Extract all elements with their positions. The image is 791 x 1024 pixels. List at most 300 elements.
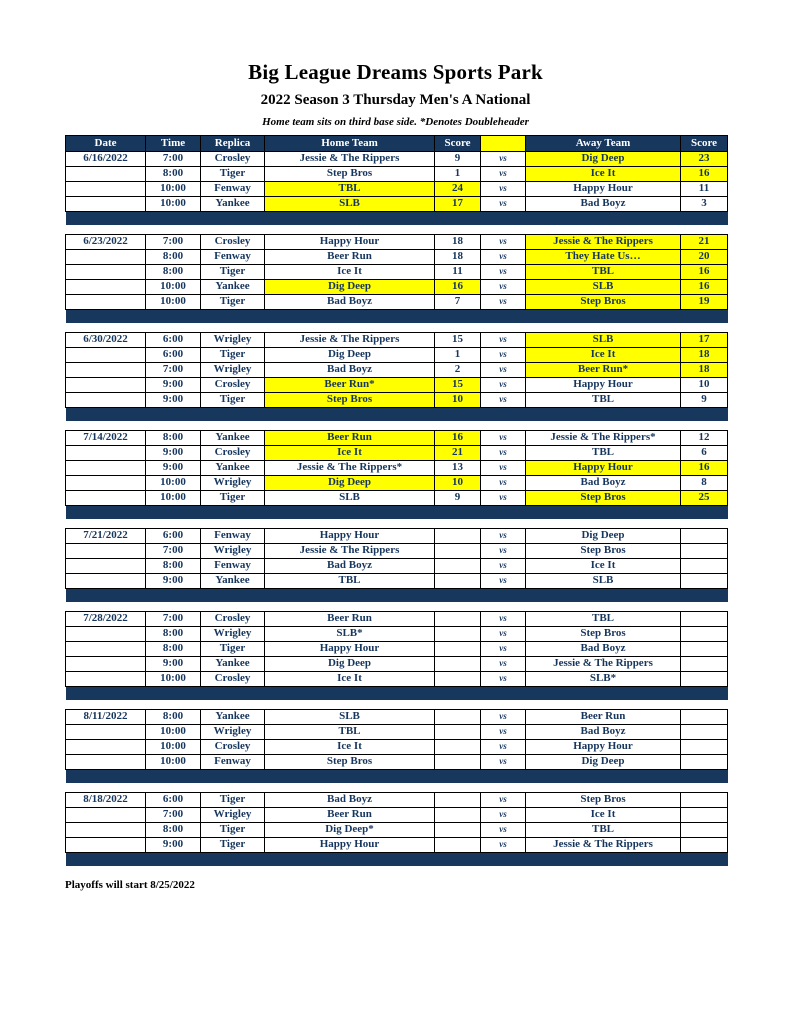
away-score-cell: 9 [681, 393, 728, 408]
game-time: 10:00 [146, 476, 201, 491]
home-team-cell: Happy Hour [265, 529, 435, 544]
away-score-cell: 20 [681, 250, 728, 265]
home-team-cell: SLB* [265, 627, 435, 642]
game-row [66, 793, 728, 808]
game-replica: Fenway [201, 529, 265, 544]
away-team-cell: Jessie & The Rippers [526, 657, 681, 672]
game-date [66, 265, 146, 280]
home-score-cell [435, 627, 481, 642]
vs-label: vs [481, 612, 526, 627]
away-score-cell: 16 [681, 280, 728, 295]
home-score-cell: 15 [435, 378, 481, 393]
home-team-cell: Happy Hour [265, 235, 435, 250]
game-row [66, 823, 728, 838]
table-header-row [66, 136, 728, 152]
away-team-cell: Step Bros [526, 627, 681, 642]
away-score-cell: 18 [681, 363, 728, 378]
game-row [66, 627, 728, 642]
home-team-cell: Bad Boyz [265, 559, 435, 574]
away-team-cell: They Hate Us… [526, 250, 681, 265]
vs-label: vs [481, 544, 526, 559]
spacer-cell [66, 700, 728, 710]
game-date [66, 740, 146, 755]
game-date [66, 491, 146, 506]
home-score-cell [435, 710, 481, 725]
vs-label: vs [481, 393, 526, 408]
away-score-cell: 25 [681, 491, 728, 506]
game-replica: Tiger [201, 838, 265, 853]
game-replica: Tiger [201, 491, 265, 506]
home-team-cell: Beer Run [265, 808, 435, 823]
game-row [66, 393, 728, 408]
away-score-cell [681, 574, 728, 589]
game-time: 9:00 [146, 574, 201, 589]
away-score-cell: 17 [681, 333, 728, 348]
game-row [66, 491, 728, 506]
home-score-cell: 16 [435, 431, 481, 446]
away-score-cell: 21 [681, 235, 728, 250]
home-team-cell: Step Bros [265, 167, 435, 182]
game-replica: Wrigley [201, 627, 265, 642]
week-separator-band-cell [66, 212, 728, 225]
vs-label: vs [481, 235, 526, 250]
game-date: 6/23/2022 [66, 235, 146, 250]
away-score-cell: 16 [681, 461, 728, 476]
game-date [66, 755, 146, 770]
game-replica: Tiger [201, 393, 265, 408]
vs-label: vs [481, 363, 526, 378]
game-replica: Yankee [201, 657, 265, 672]
game-date [66, 461, 146, 476]
game-row [66, 657, 728, 672]
home-score-cell [435, 740, 481, 755]
home-score-cell: 13 [435, 461, 481, 476]
game-time: 10:00 [146, 182, 201, 197]
away-team-cell: TBL [526, 265, 681, 280]
away-score-cell: 19 [681, 295, 728, 310]
away-team-cell: Happy Hour [526, 461, 681, 476]
away-team-cell: Happy Hour [526, 740, 681, 755]
away-score-cell: 10 [681, 378, 728, 393]
away-team-cell: Ice It [526, 348, 681, 363]
game-date: 6/30/2022 [66, 333, 146, 348]
vs-label: vs [481, 431, 526, 446]
game-replica: Wrigley [201, 476, 265, 491]
vs-label: vs [481, 333, 526, 348]
game-time: 8:00 [146, 627, 201, 642]
home-team-cell: Dig Deep [265, 348, 435, 363]
game-time: 7:00 [146, 363, 201, 378]
vs-label: vs [481, 838, 526, 853]
away-team-cell: Bad Boyz [526, 642, 681, 657]
away-score-cell: 12 [681, 431, 728, 446]
home-score-cell: 21 [435, 446, 481, 461]
week-separator-band-cell [66, 310, 728, 323]
game-replica: Tiger [201, 167, 265, 182]
away-team-cell: TBL [526, 393, 681, 408]
home-score-cell: 1 [435, 167, 481, 182]
home-team-cell: SLB [265, 197, 435, 212]
home-score-cell: 15 [435, 333, 481, 348]
vs-label: vs [481, 446, 526, 461]
away-score-cell: 8 [681, 476, 728, 491]
game-row [66, 529, 728, 544]
game-replica: Tiger [201, 823, 265, 838]
spacer-row [66, 783, 728, 793]
page-title: Big League Dreams Sports Park [248, 60, 543, 84]
game-row [66, 363, 728, 378]
away-team-cell: SLB [526, 333, 681, 348]
away-score-cell: 11 [681, 182, 728, 197]
game-time: 8:00 [146, 265, 201, 280]
game-time: 9:00 [146, 838, 201, 853]
away-score-cell [681, 559, 728, 574]
away-score-cell [681, 710, 728, 725]
game-row [66, 642, 728, 657]
game-date: 8/11/2022 [66, 710, 146, 725]
game-time: 9:00 [146, 393, 201, 408]
home-team-cell: SLB [265, 491, 435, 506]
away-score-cell: 16 [681, 167, 728, 182]
game-row [66, 235, 728, 250]
column-header-0-date: Date [66, 136, 146, 152]
game-time: 7:00 [146, 235, 201, 250]
game-date [66, 672, 146, 687]
home-score-cell: 18 [435, 235, 481, 250]
game-time: 9:00 [146, 657, 201, 672]
game-time: 8:00 [146, 431, 201, 446]
game-date [66, 182, 146, 197]
vs-label: vs [481, 265, 526, 280]
game-replica: Tiger [201, 642, 265, 657]
game-time: 8:00 [146, 823, 201, 838]
away-team-cell: Step Bros [526, 544, 681, 559]
home-team-cell: TBL [265, 725, 435, 740]
game-replica: Tiger [201, 265, 265, 280]
away-score-cell [681, 808, 728, 823]
game-row [66, 559, 728, 574]
away-score-cell [681, 529, 728, 544]
away-team-cell: Bad Boyz [526, 476, 681, 491]
week-separator-band [66, 408, 728, 421]
week-separator-band [66, 506, 728, 519]
game-replica: Wrigley [201, 808, 265, 823]
vs-label: vs [481, 476, 526, 491]
game-time: 7:00 [146, 612, 201, 627]
game-replica: Crosley [201, 235, 265, 250]
home-score-cell: 18 [435, 250, 481, 265]
game-time: 8:00 [146, 559, 201, 574]
game-date [66, 838, 146, 853]
home-team-cell: Ice It [265, 672, 435, 687]
game-replica: Yankee [201, 710, 265, 725]
vs-label: vs [481, 740, 526, 755]
game-row [66, 672, 728, 687]
game-replica: Tiger [201, 295, 265, 310]
away-score-cell [681, 740, 728, 755]
game-date [66, 559, 146, 574]
game-row [66, 152, 728, 167]
game-time: 7:00 [146, 808, 201, 823]
home-score-cell [435, 725, 481, 740]
away-team-cell: SLB* [526, 672, 681, 687]
home-team-cell: Dig Deep* [265, 823, 435, 838]
home-team-cell: Dig Deep [265, 280, 435, 295]
game-time: 6:00 [146, 348, 201, 363]
away-team-cell: Dig Deep [526, 152, 681, 167]
game-row [66, 250, 728, 265]
vs-label: vs [481, 348, 526, 363]
home-team-cell: Bad Boyz [265, 793, 435, 808]
away-team-cell: Step Bros [526, 491, 681, 506]
away-team-cell: Ice It [526, 167, 681, 182]
home-team-cell: Beer Run* [265, 378, 435, 393]
home-score-cell: 7 [435, 295, 481, 310]
home-score-cell [435, 559, 481, 574]
game-date [66, 642, 146, 657]
away-team-cell: TBL [526, 823, 681, 838]
home-team-cell: Beer Run [265, 250, 435, 265]
home-score-cell: 2 [435, 363, 481, 378]
game-date: 8/18/2022 [66, 793, 146, 808]
home-team-cell: TBL [265, 574, 435, 589]
vs-label: vs [481, 725, 526, 740]
week-separator-band-cell [66, 853, 728, 866]
home-score-cell [435, 657, 481, 672]
column-header-4-score: Score [435, 136, 481, 152]
spacer-row [66, 700, 728, 710]
home-score-cell: 1 [435, 348, 481, 363]
spacer-cell [66, 225, 728, 235]
home-team-cell: Beer Run [265, 612, 435, 627]
game-date [66, 167, 146, 182]
game-replica: Wrigley [201, 544, 265, 559]
game-time: 6:00 [146, 529, 201, 544]
game-replica: Crosley [201, 612, 265, 627]
game-time: 7:00 [146, 152, 201, 167]
away-team-cell: SLB [526, 574, 681, 589]
game-date: 7/28/2022 [66, 612, 146, 627]
game-row [66, 197, 728, 212]
game-replica: Crosley [201, 152, 265, 167]
column-header-7-score: Score [681, 136, 728, 152]
home-team-cell: Dig Deep [265, 476, 435, 491]
schedule-table [65, 135, 728, 866]
game-replica: Yankee [201, 574, 265, 589]
game-replica: Fenway [201, 182, 265, 197]
game-time: 10:00 [146, 491, 201, 506]
week-separator-band-cell [66, 687, 728, 700]
game-replica: Fenway [201, 250, 265, 265]
away-score-cell [681, 755, 728, 770]
game-date [66, 657, 146, 672]
game-row [66, 446, 728, 461]
game-date: 7/14/2022 [66, 431, 146, 446]
vs-label: vs [481, 295, 526, 310]
home-team-cell: Jessie & The Rippers [265, 544, 435, 559]
game-row [66, 710, 728, 725]
away-score-cell: 6 [681, 446, 728, 461]
game-date [66, 823, 146, 838]
game-time: 10:00 [146, 295, 201, 310]
away-team-cell: Dig Deep [526, 529, 681, 544]
vs-label: vs [481, 378, 526, 393]
week-separator-band [66, 212, 728, 225]
week-separator-band-cell [66, 770, 728, 783]
game-time: 8:00 [146, 710, 201, 725]
vs-label: vs [481, 529, 526, 544]
game-time: 10:00 [146, 740, 201, 755]
column-header-5-vs [481, 136, 526, 152]
game-row [66, 265, 728, 280]
game-row [66, 348, 728, 363]
game-row [66, 295, 728, 310]
game-row [66, 808, 728, 823]
game-time: 6:00 [146, 793, 201, 808]
game-date [66, 574, 146, 589]
away-score-cell [681, 657, 728, 672]
home-score-cell [435, 793, 481, 808]
game-row [66, 612, 728, 627]
vs-label: vs [481, 197, 526, 212]
game-replica: Yankee [201, 431, 265, 446]
week-separator-band [66, 589, 728, 602]
home-team-cell: SLB [265, 710, 435, 725]
game-replica: Crosley [201, 740, 265, 755]
week-separator-band [66, 687, 728, 700]
game-row [66, 725, 728, 740]
game-row [66, 544, 728, 559]
away-score-cell [681, 672, 728, 687]
game-row [66, 182, 728, 197]
vs-label: vs [481, 710, 526, 725]
game-date [66, 808, 146, 823]
away-team-cell: TBL [526, 446, 681, 461]
game-date [66, 544, 146, 559]
home-score-cell: 24 [435, 182, 481, 197]
away-team-cell: Beer Run [526, 710, 681, 725]
away-team-cell: Step Bros [526, 793, 681, 808]
game-date [66, 378, 146, 393]
vs-label: vs [481, 152, 526, 167]
vs-label: vs [481, 280, 526, 295]
home-score-cell: 17 [435, 197, 481, 212]
home-team-cell: Jessie & The Rippers [265, 152, 435, 167]
home-team-cell: Ice It [265, 265, 435, 280]
game-date [66, 250, 146, 265]
game-time: 9:00 [146, 461, 201, 476]
spacer-cell [66, 602, 728, 612]
game-date [66, 348, 146, 363]
game-row [66, 280, 728, 295]
away-score-cell [681, 627, 728, 642]
home-score-cell: 9 [435, 491, 481, 506]
column-header-2-replica: Replica [201, 136, 265, 152]
game-replica: Tiger [201, 793, 265, 808]
away-team-cell: SLB [526, 280, 681, 295]
game-time: 8:00 [146, 642, 201, 657]
game-time: 10:00 [146, 755, 201, 770]
vs-label: vs [481, 793, 526, 808]
away-score-cell [681, 642, 728, 657]
home-team-cell: Ice It [265, 446, 435, 461]
home-team-cell: Step Bros [265, 755, 435, 770]
game-date [66, 725, 146, 740]
away-team-cell: Jessie & The Rippers [526, 235, 681, 250]
game-date: 7/21/2022 [66, 529, 146, 544]
home-team-cell: Jessie & The Rippers [265, 333, 435, 348]
home-team-cell: Jessie & The Rippers* [265, 461, 435, 476]
away-score-cell [681, 838, 728, 853]
game-replica: Crosley [201, 672, 265, 687]
game-time: 7:00 [146, 544, 201, 559]
home-score-cell: 16 [435, 280, 481, 295]
game-replica: Crosley [201, 378, 265, 393]
home-team-cell: Bad Boyz [265, 363, 435, 378]
game-replica: Yankee [201, 197, 265, 212]
home-team-cell: TBL [265, 182, 435, 197]
vs-label: vs [481, 672, 526, 687]
game-row [66, 167, 728, 182]
spacer-cell [66, 519, 728, 529]
game-replica: Wrigley [201, 333, 265, 348]
away-score-cell [681, 612, 728, 627]
game-time: 10:00 [146, 725, 201, 740]
home-score-cell [435, 612, 481, 627]
spacer-row [66, 519, 728, 529]
game-replica: Yankee [201, 280, 265, 295]
game-row [66, 378, 728, 393]
game-time: 9:00 [146, 446, 201, 461]
away-team-cell: Bad Boyz [526, 725, 681, 740]
game-time: 6:00 [146, 333, 201, 348]
away-team-cell: Bad Boyz [526, 197, 681, 212]
vs-label: vs [481, 559, 526, 574]
week-separator-band-cell [66, 506, 728, 519]
away-team-cell: Beer Run* [526, 363, 681, 378]
game-time: 9:00 [146, 378, 201, 393]
spacer-row [66, 421, 728, 431]
vs-label: vs [481, 657, 526, 672]
home-score-cell [435, 672, 481, 687]
game-replica: Crosley [201, 446, 265, 461]
vs-label: vs [481, 808, 526, 823]
home-score-cell [435, 755, 481, 770]
column-header-3-home-team: Home Team [265, 136, 435, 152]
spacer-cell [66, 421, 728, 431]
away-team-cell: Step Bros [526, 295, 681, 310]
home-score-cell: 11 [435, 265, 481, 280]
home-score-cell [435, 838, 481, 853]
game-row [66, 574, 728, 589]
home-score-cell [435, 544, 481, 559]
away-team-cell: Dig Deep [526, 755, 681, 770]
away-score-cell [681, 793, 728, 808]
game-time: 8:00 [146, 250, 201, 265]
column-header-1-time: Time [146, 136, 201, 152]
game-row [66, 476, 728, 491]
schedule-note: Home team sits on third base side. *Denotes Doubleheader [262, 116, 529, 128]
home-team-cell: Happy Hour [265, 838, 435, 853]
home-score-cell: 9 [435, 152, 481, 167]
home-score-cell [435, 574, 481, 589]
game-replica: Fenway [201, 559, 265, 574]
away-team-cell: Happy Hour [526, 378, 681, 393]
home-team-cell: Beer Run [265, 431, 435, 446]
away-score-cell [681, 823, 728, 838]
home-score-cell [435, 808, 481, 823]
vs-label: vs [481, 491, 526, 506]
